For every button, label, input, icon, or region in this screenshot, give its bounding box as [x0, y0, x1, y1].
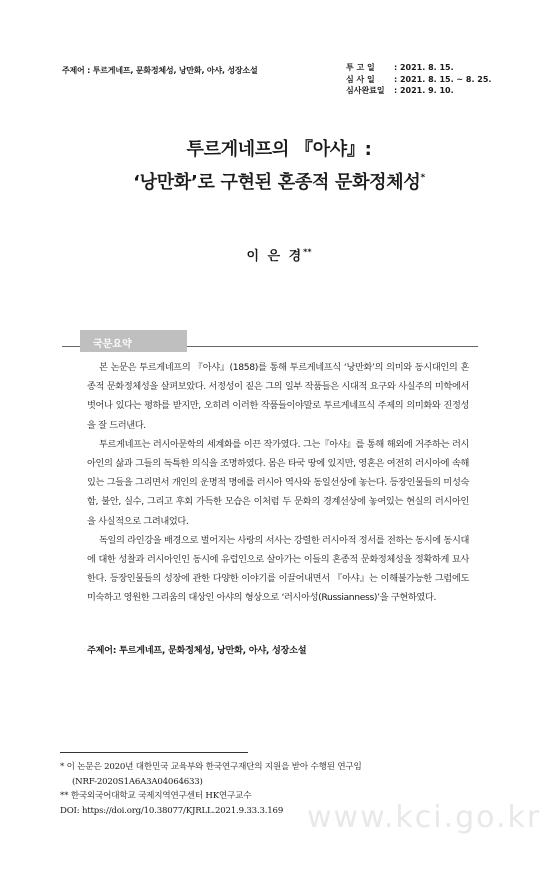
abstract-paragraph: 본 논문은 투르게네프의 『아샤』(1858)를 통해 투르게네프식 ‘낭만화’의 의미와 동시대인의 혼종적 문화정체성을 살펴보았다. 서정성이 짙은 그의 일부 작품들은 시대적 요구와 사실주의 미학에서 벗어나 있다는 평하를 받지만, 오히려 이러한 작품들이야말로 투르게네프식 주제의 의미화와 진정성을 잘 드러낸다. — [87, 362, 469, 431]
date-row-accepted — [346, 85, 491, 97]
date-value: : 2021. 8. 15. ~ 8. 25. — [394, 74, 492, 84]
abstract-paragraph: 독일의 라인강을 배경으로 벌어지는 사랑의 서사는 강렬한 러시아적 정서를 전하는 동시에 동시대에 대한 성찰과 러시아인인 동시에 유럽인으로 살아가는 이들의 혼종적 문화정체성을 정확하게 묘사한다. 등장인물들의 성장에 관한 다양한 이야기를 이끌어내면서 『아샤』는 이해불가능한 그럼에도 미숙하고 영원한 그리움의 대상인 아샤의 형상으로 ‘러시아성(Russianness)’을 구현하였다. — [87, 534, 469, 604]
date-label: 심 사 일 — [346, 74, 375, 84]
date-row-reviewed — [346, 74, 491, 86]
footnote-affiliation: ** 한국외국어대학교 국제지역연구센터 HK연구교수 — [60, 791, 252, 801]
abstract-paragraph: 투르게네프는 러시아문학의 세계화를 이끈 작가였다. 그는『아샤』를 통해 해외에 거주하는 러시아인의 삶과 그들의 독특한 의식을 조명하였다. 몸은 타국 땅에 있지만, 영혼은 여전히 러시아에 속해있는 그들을 그리면서 개인의 운명적 명에를 러시아 역사와 동일선상에 놓는다. 등장인물들의 미성숙함, 불안, 실수, 그리고 후회 가득한 모습은 이처럼 두 문화의 경계선상에 놓여있는 현실의 러시아인을 사실적으로 그려내었다. — [87, 438, 469, 527]
footnote-rule — [60, 752, 248, 753]
footnote-funding: * 이 논문은 2020년 대한민국 교육부와 한국연구재단의 지원을 받아 수행된 연구임 — [60, 762, 362, 772]
title-line-1: 투르게네프의 『아샤』: — [186, 139, 372, 160]
author-footnote-mark: ** — [303, 247, 312, 257]
abstract-keywords: 주제어: 투르게네프, 문화정체성, 낭만화, 아샤, 성장소설 — [87, 645, 307, 656]
header-keywords: 주제어 : 투르게네프, 문화정체성, 낭만화, 아샤, 성장소설 — [62, 66, 258, 75]
date-value: : 2021. 8. 15. — [394, 63, 454, 72]
date-label: 투 고 일 — [346, 63, 375, 72]
date-row-submitted — [346, 62, 491, 74]
paper-title — [0, 133, 558, 199]
author-name-text: 이 은 경 — [246, 249, 304, 264]
watermark: www.kci.go.kr — [307, 800, 542, 835]
title-line-2 — [0, 166, 558, 199]
title-footnote-mark: * — [420, 173, 425, 183]
author-name — [0, 245, 558, 264]
abstract-heading-tab — [80, 330, 187, 352]
date-value: : 2021. 9. 10. — [394, 86, 454, 95]
doi-link[interactable]: DOI: https://doi.org/10.38077/KJRLL.2021.9.33.3.169 — [60, 805, 284, 816]
abstract-body — [87, 358, 469, 608]
submission-dates — [346, 62, 491, 97]
abstract-heading: 국문요약 — [93, 339, 132, 350]
title-line-2-text: ‘낭만화’로 구현된 혼종적 문화정체성 — [133, 172, 421, 193]
date-label: 심사완료일 — [346, 86, 385, 95]
footnote-grant-number: (NRF-2020S1A6A3A04064633) — [72, 776, 203, 787]
